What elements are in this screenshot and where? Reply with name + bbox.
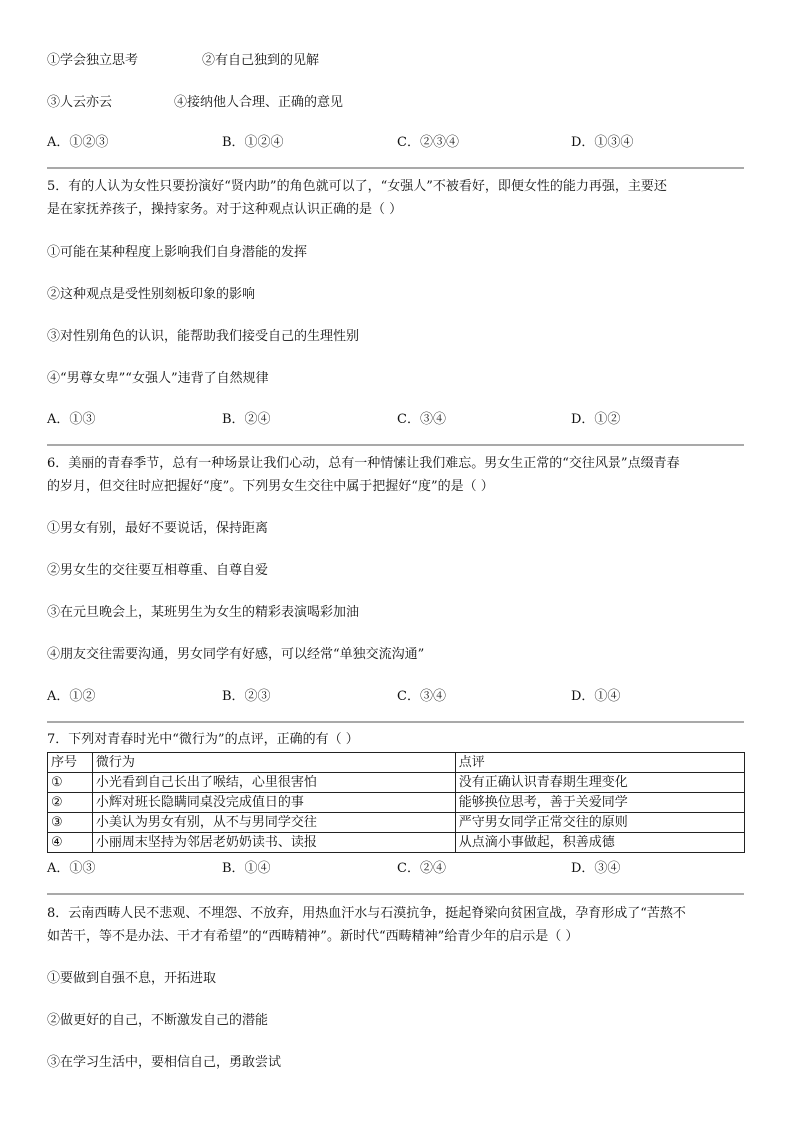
- q8-stem-line1: 8．云南西畴人民不悲观、不埋怨、不放弃，用热血汗水与石漠抗争，挺起脊梁向贫困宣战，孕育形成了“苦熬不: [47, 906, 686, 921]
- q8-statement-3: ③在学习生活中，要相信自己，勇敢尝试: [47, 1055, 282, 1070]
- q5-option-b: B．②④: [222, 412, 271, 427]
- table-cell: 从点滴小事做起，积善成德: [455, 833, 744, 853]
- separator: [47, 721, 744, 723]
- q4-option-a: A．①②③: [47, 135, 109, 150]
- separator: [47, 893, 744, 895]
- q4-statement-1: ①学会独立思考: [47, 53, 139, 68]
- q4-option-b: B．①②④: [222, 135, 284, 150]
- q7-table: [47, 752, 745, 853]
- table-row: [48, 813, 745, 833]
- q8-statement-1: ①要做到自强不息，开拓进取: [47, 971, 217, 986]
- q6-statement-1: ①男女有别，最好不要说话，保持距离: [47, 521, 269, 536]
- table-cell: ①: [48, 773, 93, 793]
- table-cell: 小光看到自己长出了喉结，心里很害怕: [92, 773, 455, 793]
- q7-option-d: D．③④: [571, 861, 621, 876]
- table-row: [48, 833, 745, 853]
- q5-statement-4: ④“男尊女卑”“女强人”违背了自然规律: [47, 371, 269, 386]
- table-header-cell: 序号: [48, 753, 93, 773]
- separator: [47, 444, 744, 446]
- q4-option-d: D．①③④: [571, 135, 634, 150]
- q7-option-a: A．①③: [47, 861, 96, 876]
- q6-option-d: D．①④: [571, 689, 621, 704]
- table-cell: 小丽周末坚持为邻居老奶奶读书、读报: [92, 833, 455, 853]
- q4-statement-2: ②有自己独到的见解: [202, 53, 320, 68]
- q5-statement-2: ②这种观点是受性别刻板印象的影响: [47, 287, 256, 302]
- q4-statement-3: ③人云亦云: [47, 95, 113, 110]
- table-row: [48, 773, 745, 793]
- q5-statement-3: ③对性别角色的认识，能帮助我们接受自己的生理性别: [47, 329, 360, 344]
- q6-option-a: A．①②: [47, 689, 96, 704]
- table-cell: 严守男女同学正常交往的原则: [455, 813, 744, 833]
- table-header-row: [48, 753, 745, 773]
- table-header-cell: 微行为: [92, 753, 455, 773]
- q7-option-c: C．②④: [397, 861, 446, 876]
- q4-option-c: C．②③④: [397, 135, 459, 150]
- q8-stem-line2: 如苦干，等不是办法、干才有希望”的“西畴精神”。新时代“西畴精神”给青少年的启示是（ ）: [47, 929, 579, 944]
- table-cell: ④: [48, 833, 93, 853]
- q7-option-b: B．①④: [222, 861, 271, 876]
- table-header-cell: 点评: [455, 753, 744, 773]
- q5-stem-line2: 是在家抚养孩子，操持家务。对于这种观点认识正确的是（ ）: [47, 202, 403, 217]
- q5-option-a: A．①③: [47, 412, 96, 427]
- q8-statement-2: ②做更好的自己，不断激发自己的潜能: [47, 1013, 269, 1028]
- q7-stem: 7．下列对青春时光中“微行为”的点评，正确的有（ ）: [47, 732, 359, 747]
- table-cell: 小辉对班长隐瞒同桌没完成值日的事: [92, 793, 455, 813]
- q6-stem-line2: 的岁月，但交往时应把握好“度”。下列男女生交往中属于把握好“度”的是（ ）: [47, 479, 494, 494]
- table-row: [48, 793, 745, 813]
- q6-option-c: C．③④: [397, 689, 446, 704]
- q6-option-b: B．②③: [222, 689, 271, 704]
- q6-statement-4: ④朋友交往需要沟通，男女同学有好感，可以经常“单独交流沟通”: [47, 647, 425, 662]
- table-cell: ②: [48, 793, 93, 813]
- q6-statement-2: ②男女生的交往要互相尊重、自尊自爱: [47, 563, 269, 578]
- q6-stem-line1: 6．美丽的青春季节，总有一种场景让我们心动，总有一种情愫让我们难忘。男女生正常的“交往风景”点缀青春: [47, 456, 680, 471]
- q5-stem-line1: 5．有的人认为女性只要扮演好“贤内助”的角色就可以了，“女强人”不被看好，即便女性的能力再强，主要还: [47, 179, 667, 194]
- table-cell: ③: [48, 813, 93, 833]
- table-cell: 能够换位思考，善于关爱同学: [455, 793, 744, 813]
- q4-statement-4: ④接纳他人合理、正确的意见: [174, 95, 344, 110]
- table-cell: 小美认为男女有别，从不与男同学交往: [92, 813, 455, 833]
- separator: [47, 167, 744, 169]
- q6-statement-3: ③在元旦晚会上，某班男生为女生的精彩表演喝彩加油: [47, 605, 360, 620]
- q5-option-c: C．③④: [397, 412, 446, 427]
- table-cell: 没有正确认识青春期生理变化: [455, 773, 744, 793]
- q5-statement-1: ①可能在某种程度上影响我们自身潜能的发挥: [47, 245, 308, 260]
- q5-option-d: D．①②: [571, 412, 621, 427]
